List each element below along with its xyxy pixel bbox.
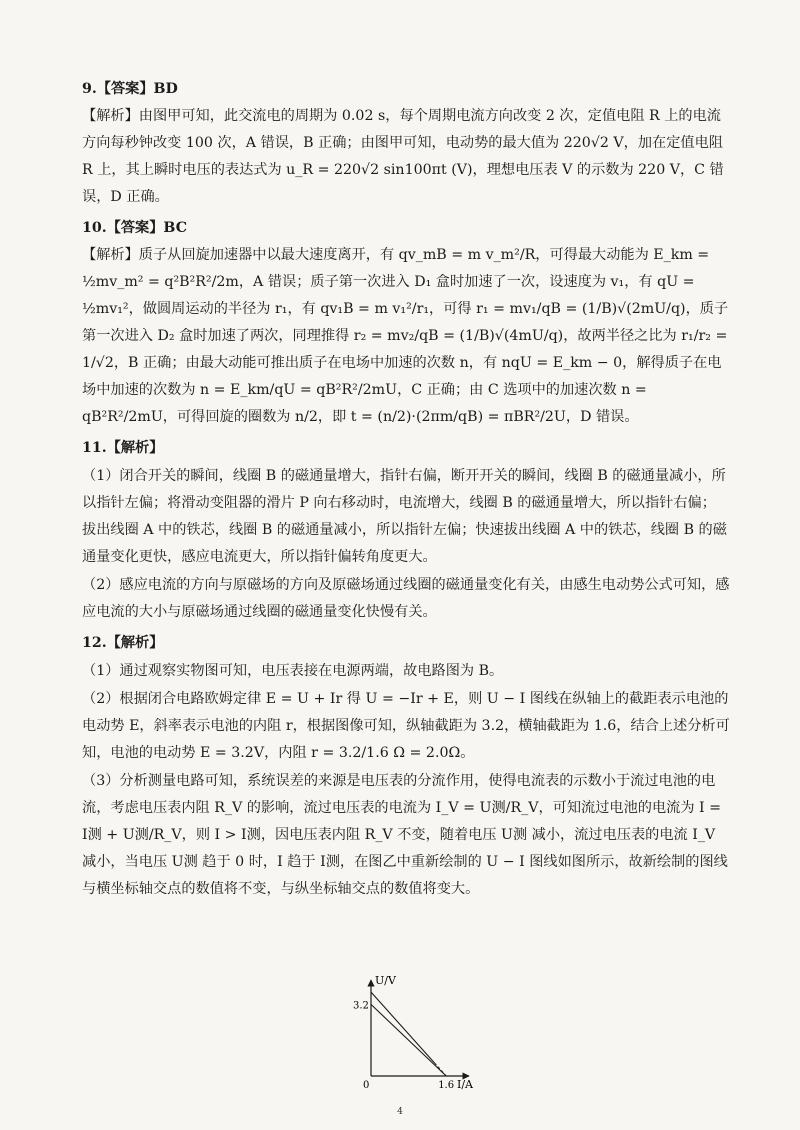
x-tick-label: 1.6	[438, 1080, 455, 1090]
item-12-para-2: （2）根据闭合电路欧姆定律 E = U + Ir 得 U = −Ir + E，则 U − I 图线在纵轴上的截距表示电池的电动势 E，斜率表示电池的内阻 r，根据图像可知，纵轴截距为 3.2，横轴截距为 1.6，结合上述分析可知，电池的电动势 E = 3.2V，内阻 r = 3.2/1.6 Ω = 2.0Ω。	[82, 691, 730, 761]
item-9-label: 9.【答案】BD	[82, 81, 178, 97]
u-i-graph	[345, 972, 475, 1090]
series-redrawn-line	[371, 992, 434, 1063]
series-original-line	[371, 1004, 446, 1076]
item-11-label: 11.【解析】	[82, 440, 164, 456]
answer-content	[82, 72, 730, 903]
item-10	[82, 215, 730, 431]
y-tick-label: 3.2	[353, 1000, 369, 1012]
item-11-para-2: （2）感应电流的方向与原磁场的方向及原磁场通过线圈的磁通量变化有关，由感生电动势公式可知，感应电流的大小与原磁场通过线圈的磁通量变化快慢有关。	[82, 577, 730, 620]
item-12-para-3: （3）分析测量电路可知，系统误差的来源是电压表的分流作用，使得电流表的示数小于流过电池的电流，考虑电压表内阻 R_V 的影响，流过电压表的电流为 I_V = U测/R_V，可知流过电池的电流为 I = I测 + U测/R_V，则 I > I测，因电压表内阻 R_V 不变，随着电压 U测 减小，流过电压表的电流 I_V 减小，当电压 U测 趋于 0 时，I 趋于 I测，在图乙中重新绘制的 U − I 图线如图所示，故新绘制的图线与横坐标轴交点的数值将不变，与纵坐标轴交点的数值将变大。	[82, 773, 728, 897]
item-9	[82, 76, 730, 211]
item-12-para-1: （1）通过观察实物图可知，电压表接在电源两端，故电路图为 B。	[82, 663, 504, 679]
item-10-label: 10.【答案】BC	[82, 220, 187, 236]
item-9-para-1: 【解析】由图甲可知，此交流电的周期为 0.02 s，每个周期电流方向改变 2 次，定值电阻 R 上的电流方向每秒钟改变 100 次，A 错误，B 正确；由图甲可知，电动势的最大值为 220√2 V，加在定值电阻 R 上，其上瞬时电压的表达式为 u_R = 220√2 sin100πt (V)，理想电压表 V 的示数为 220 V，C 错误，D 正确。	[82, 108, 724, 205]
item-11	[82, 435, 730, 626]
item-11-para-1: （1）闭合开关的瞬间，线圈 B 的磁通量增大，指针右偏，断开开关的瞬间，线圈 B 的磁通量减小，所以指针左偏；将滑动变阻器的滑片 P 向右移动时，电流增大，线圈 B 的磁通量增大，所以指针右偏；拔出线圈 A 中的铁芯，线圈 B 的磁通量减小，所以指针左偏；快速拔出线圈 A 中的铁芯，线圈 B 的磁通量变化更快，感应电流更大，所以指针偏转角度更大。	[82, 468, 727, 565]
origin-label: 0	[363, 1080, 370, 1090]
y-axis-label: U/V	[375, 974, 396, 987]
x-axis-label: I/A	[457, 1078, 473, 1090]
item-12	[82, 630, 730, 903]
page-number: 4	[397, 1107, 403, 1117]
item-10-para-1: 【解析】质子从回旋加速器中以最大速度离开，有 qv_mB = m v_m²/R，可得最大动能为 E_km = ½mv_m² = q²B²R²/2m，A 错误；质子第一次进入 D₁ 盒时加速了一次，设速度为 v₁，有 qU = ½mv₁²，做圆周运动的半径为 r₁，有 qv₁B = m v₁²/r₁，可得 r₁ = mv₁/qB = (1/B)√(2mU/q)，质子第一次进入 D₂ 盒时加速了两次，同理推得 r₂ = mv₂/qB = (1/B)√(4mU/q)，故两半径之比为 r₁/r₂ = 1/√2，B 正确；由最大动能可推出质子在电场中加速的次数 n，有 nqU = E_km − 0，解得质子在电场中加速的次数为 n = E_km/qU = qB²R²/2mU，C 正确；由 C 选项中的加速次数 n = qB²R²/2mU，可得回旋的圈数为 n/2，即 t = (n/2)·(2πm/qB) = πBR²/2U，D 错误。	[82, 247, 729, 425]
item-12-label: 12.【解析】	[82, 635, 164, 651]
